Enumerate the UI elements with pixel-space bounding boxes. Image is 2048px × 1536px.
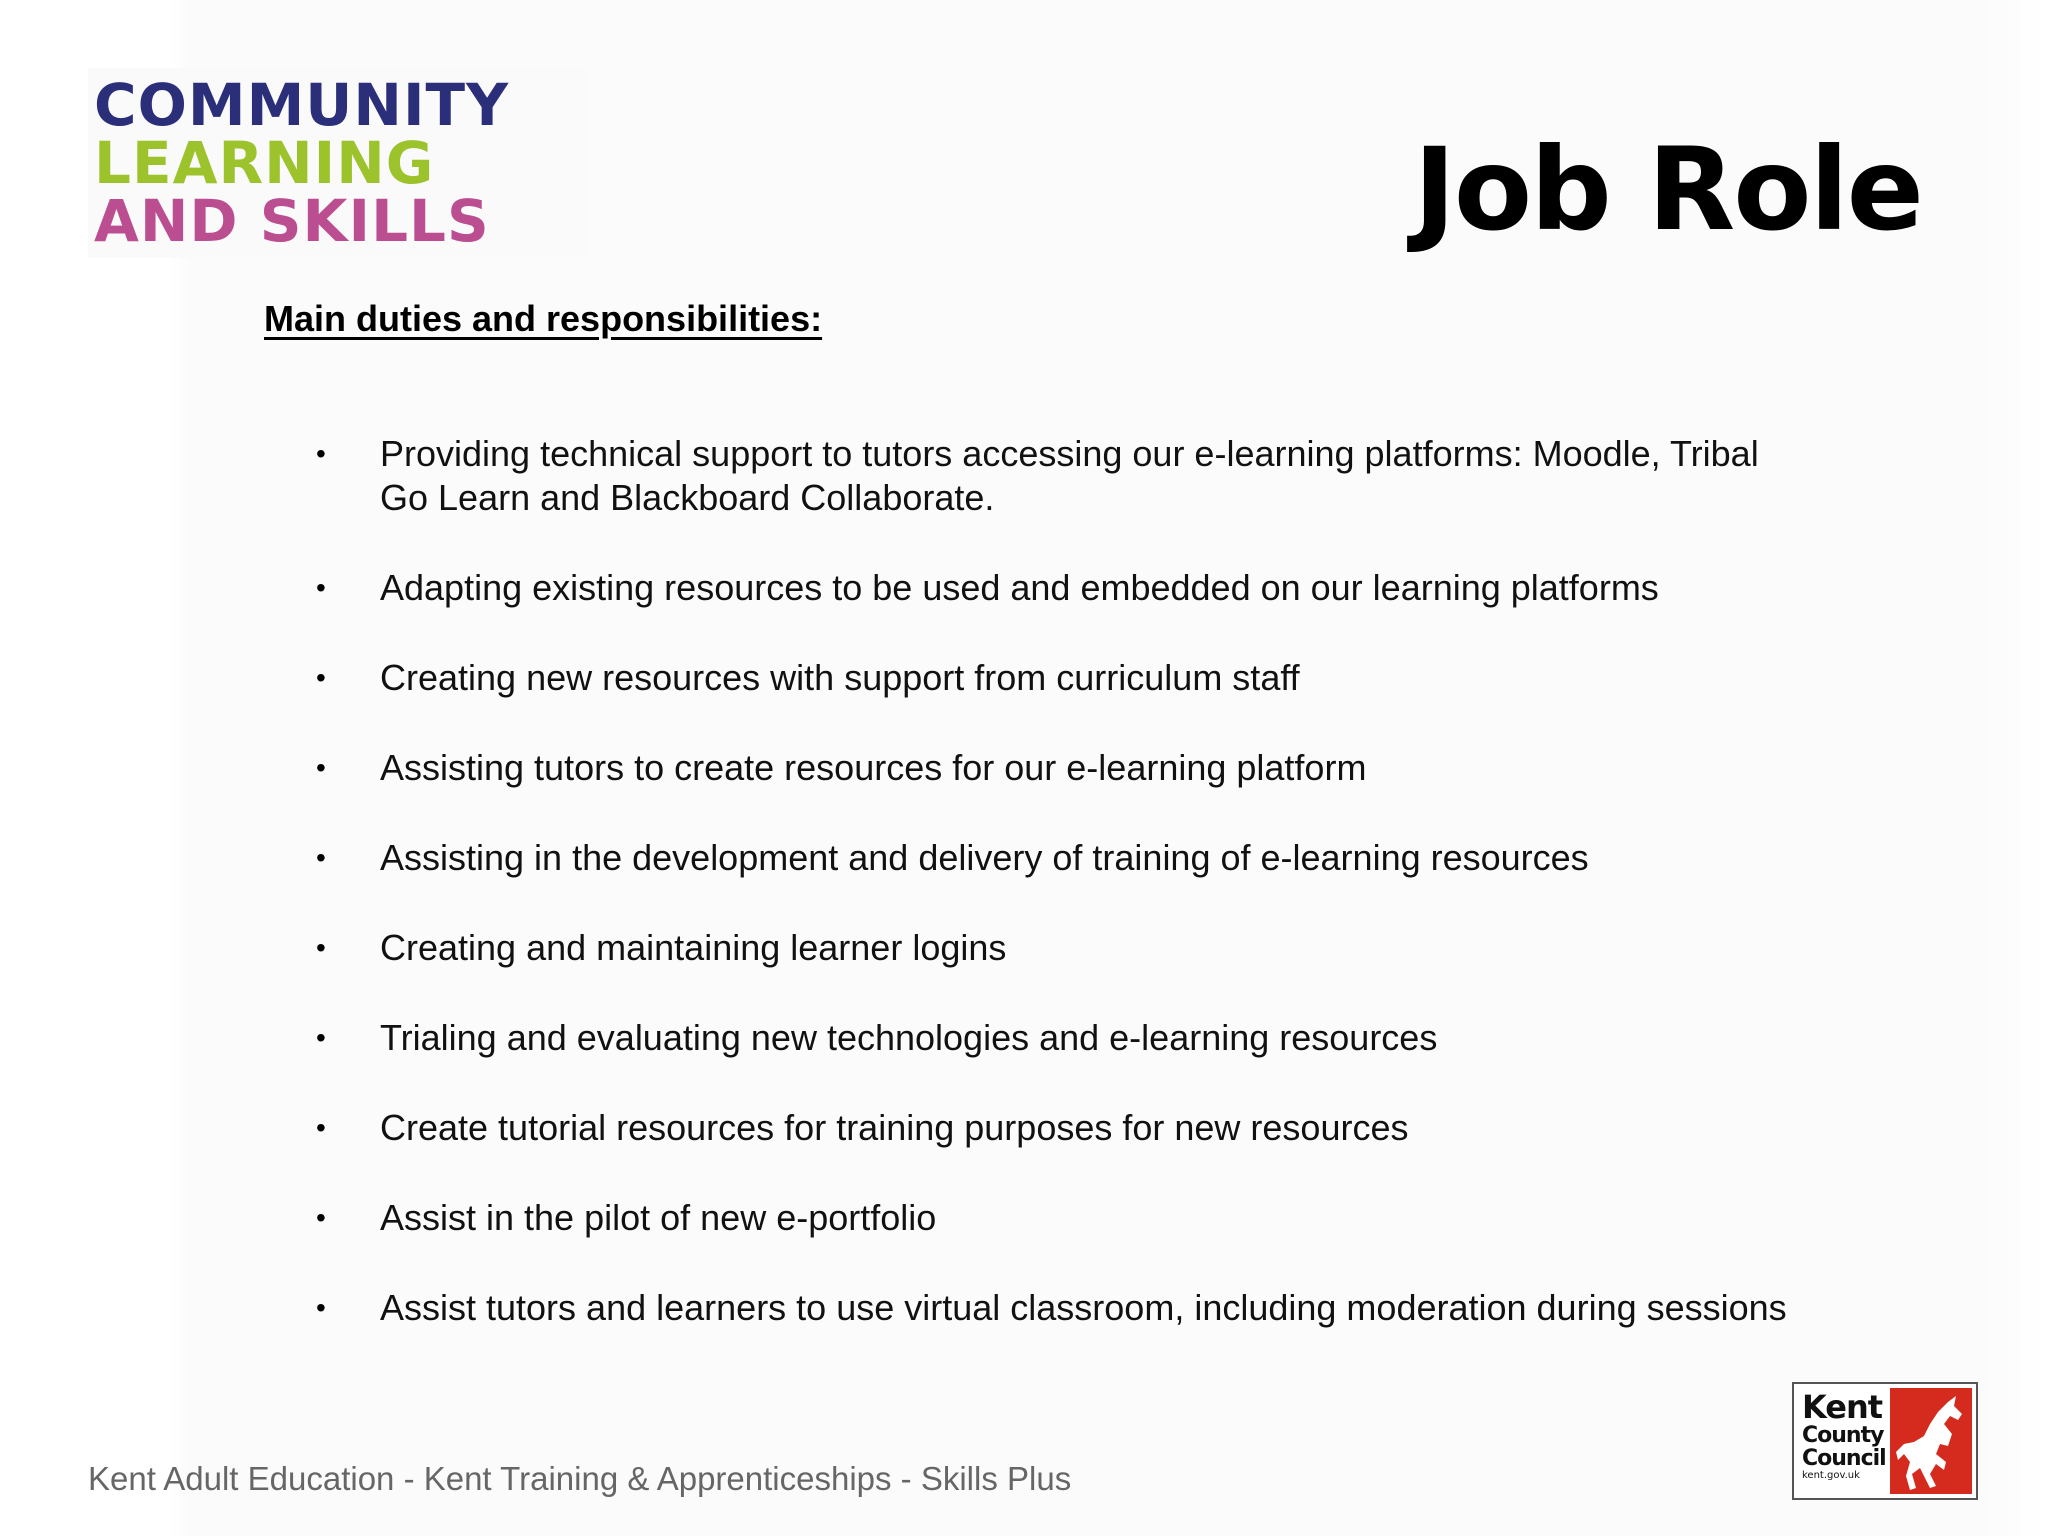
- duty-text: Assisting in the development and delivery of training of e-learning resources: [380, 837, 1589, 878]
- duty-text: Creating new resources with support from curriculum staff: [380, 657, 1300, 698]
- bullet-icon: •: [316, 662, 326, 693]
- bullet-icon: •: [316, 1292, 326, 1323]
- duty-item: [316, 836, 1816, 880]
- duty-item: [316, 1016, 1816, 1060]
- duty-item: [316, 656, 1816, 700]
- logo-line-learning: LEARNING: [94, 129, 435, 197]
- bullet-icon: •: [316, 438, 326, 469]
- section-heading: Main duties and responsibilities:: [264, 298, 823, 339]
- duty-item: [316, 1196, 1816, 1240]
- bullet-icon: •: [316, 1202, 326, 1233]
- duty-item: [316, 566, 1816, 610]
- bullet-icon: •: [316, 842, 326, 873]
- logo-line-community: COMMUNITY: [94, 71, 510, 139]
- duty-text: Creating and maintaining learner logins: [380, 927, 1007, 968]
- community-learning-logo: [88, 68, 588, 258]
- council-logo-line-council: Council: [1802, 1446, 1886, 1471]
- duty-text: Providing technical support to tutors accessing our e-learning platforms: Moodle, Tribal Go Learn and Blackboard Collaborate.: [380, 433, 1759, 518]
- footer-text: Kent Adult Education - Kent Training & Apprenticeships - Skills Plus: [88, 1460, 1072, 1497]
- bullet-icon: •: [316, 1022, 326, 1053]
- duty-text: Trialing and evaluating new technologies and e-learning resources: [380, 1017, 1438, 1058]
- duties-list: [316, 432, 1816, 1376]
- kent-county-council-logo: [1792, 1382, 1978, 1500]
- bullet-icon: •: [316, 1112, 326, 1143]
- duty-text: Adapting existing resources to be used and embedded on our learning platforms: [380, 567, 1659, 608]
- council-logo-line-county: County: [1802, 1423, 1884, 1448]
- bullet-icon: •: [316, 752, 326, 783]
- duty-item: [316, 926, 1816, 970]
- duty-text: Assist in the pilot of new e-portfolio: [380, 1197, 937, 1238]
- duty-item: [316, 1286, 1816, 1330]
- logo-line-and-skills: AND SKILLS: [94, 187, 490, 255]
- council-logo-line-url: kent.gov.uk: [1802, 1470, 1860, 1481]
- duty-item: [316, 1106, 1816, 1150]
- duty-item: [316, 432, 1816, 520]
- duty-text: Create tutorial resources for training purposes for new resources: [380, 1107, 1409, 1148]
- page-title: Job Role: [1413, 123, 1922, 256]
- white-horse-icon: [1890, 1388, 1972, 1494]
- bullet-icon: •: [316, 572, 326, 603]
- council-logo-text: [1794, 1384, 1890, 1498]
- duty-item: [316, 746, 1816, 790]
- bullet-icon: •: [316, 932, 326, 963]
- duty-text: Assist tutors and learners to use virtual classroom, including moderation during sessions: [380, 1287, 1787, 1328]
- duty-text: Assisting tutors to create resources for our e-learning platform: [380, 747, 1367, 788]
- council-logo-line-kent: Kent: [1802, 1388, 1883, 1426]
